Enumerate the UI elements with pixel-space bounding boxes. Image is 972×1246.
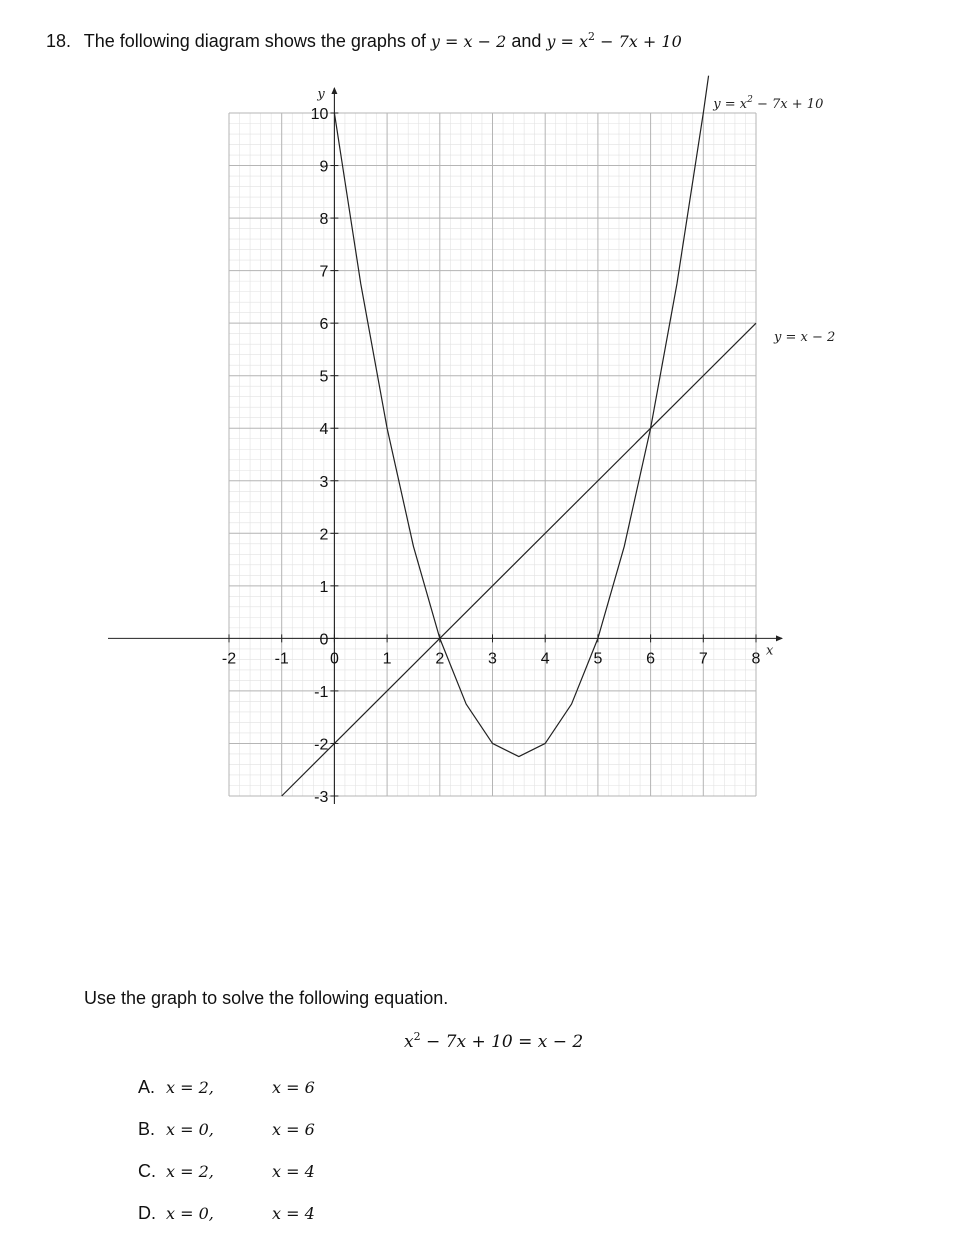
option-answer-2: x = 6	[272, 1119, 315, 1139]
eq2-exponent: 2	[588, 30, 596, 43]
y-tick-label: 9	[319, 158, 329, 176]
option-answer-2: x = 6	[272, 1077, 315, 1097]
label-base: y = x	[713, 97, 748, 112]
option-answer-1: x = 2,	[166, 1077, 214, 1097]
axes	[108, 87, 782, 804]
x-tick-label: 6	[646, 650, 656, 668]
x-tick-label: -1	[274, 650, 289, 668]
instruction-text: Use the graph to solve the following equation.	[84, 988, 449, 1008]
label-exponent: 2	[747, 95, 753, 105]
label-tail: − 7x + 10	[752, 97, 824, 112]
x-tick-label: -2	[221, 650, 237, 668]
y-tick-label: 7	[319, 263, 329, 281]
label-base: y = x − 2	[774, 330, 836, 346]
option-a[interactable]	[138, 1066, 315, 1108]
option-answer-2: x = 4	[272, 1161, 315, 1181]
y-tick-label: 6	[319, 316, 329, 334]
option-c[interactable]	[138, 1150, 315, 1192]
target-eq-exponent: 2	[413, 1030, 421, 1043]
option-letter: C.	[138, 1160, 156, 1181]
series-labels	[712, 95, 835, 345]
x-tick-label: 0	[329, 650, 339, 668]
y-tick-label: 10	[310, 106, 329, 123]
y-tick-label: -2	[314, 736, 329, 754]
option-b[interactable]	[138, 1108, 315, 1150]
question-connector: and	[511, 31, 542, 51]
option-letter: A.	[138, 1076, 156, 1097]
option-answer-1: x = 0,	[166, 1119, 214, 1139]
option-answer-1: x = 2,	[166, 1161, 214, 1181]
option-answer-1: x = 0,	[166, 1203, 214, 1223]
eq2-base: y = x	[546, 32, 589, 51]
eq2-tail: − 7x + 10	[595, 32, 682, 51]
x-tick-label: 3	[488, 650, 497, 668]
x-tick-label: 7	[698, 650, 708, 668]
answer-options	[138, 1066, 315, 1234]
y-tick-label: -3	[314, 789, 329, 806]
series-lines	[282, 76, 756, 796]
x-tick-label: 5	[593, 650, 603, 668]
question-number: 18.	[46, 31, 72, 51]
option-letter: B.	[138, 1118, 156, 1139]
y-tick-label: 5	[319, 368, 329, 386]
label-linear	[773, 330, 835, 345]
option-letter: D.	[138, 1202, 156, 1223]
label-quadratic	[712, 95, 823, 112]
option-answer-2: x = 4	[272, 1203, 315, 1223]
option-d[interactable]	[138, 1192, 315, 1234]
series-line-linear	[282, 323, 756, 796]
target-equation	[404, 1030, 583, 1052]
target-eq-tail: − 7x + 10 = x − 2	[420, 1032, 584, 1052]
x-tick-label: 8	[751, 650, 761, 668]
x-tick-label: 1	[382, 650, 392, 668]
y-tick-label: -1	[314, 683, 329, 701]
y-axis-name: y	[317, 87, 325, 102]
x-tick-label: 4	[540, 650, 550, 668]
question-prompt: The following diagram shows the graphs of	[83, 31, 426, 51]
x-axis-name: x	[766, 643, 774, 659]
y-tick-label: 0	[319, 631, 329, 649]
y-tick-label: 3	[319, 473, 329, 491]
y-tick-label: 2	[319, 526, 329, 544]
y-tick-label: 4	[319, 421, 329, 439]
y-tick-label: 8	[319, 211, 329, 229]
equation-linear: y = x − 2	[430, 32, 507, 51]
major-grid	[229, 113, 756, 796]
x-tick-label: 2	[435, 650, 445, 668]
target-eq-base: x	[404, 1032, 414, 1052]
y-tick-label: 1	[319, 578, 329, 596]
